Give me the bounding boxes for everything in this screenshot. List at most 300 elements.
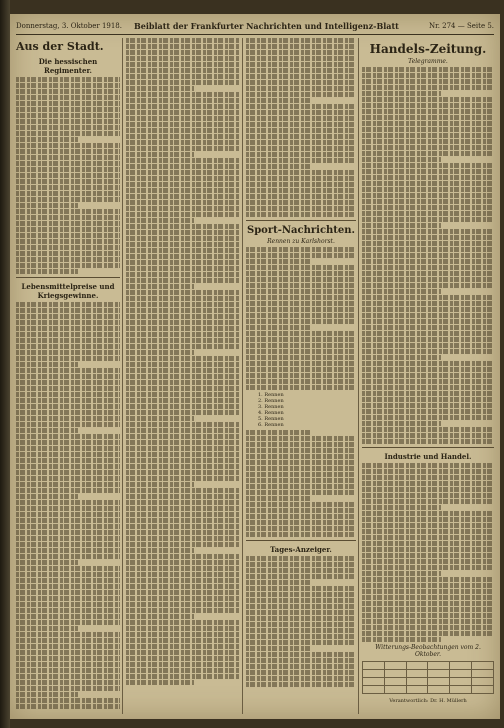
text-line (126, 560, 240, 565)
text-line (362, 157, 441, 162)
text-line (126, 284, 194, 289)
text-line (126, 92, 240, 97)
text-line (246, 50, 356, 55)
text-line (126, 218, 194, 223)
text-line (16, 125, 120, 130)
text-line (16, 173, 120, 178)
text-line (362, 73, 494, 78)
text-line (126, 440, 240, 445)
text-line (16, 446, 120, 451)
text-line (16, 209, 120, 214)
text-line (16, 398, 120, 403)
text-line (16, 179, 120, 184)
article-headline: Die hessischen Regimenter. (38, 57, 98, 75)
text-line (246, 616, 356, 621)
text-line (126, 56, 240, 61)
text-line (126, 158, 240, 163)
text-line (362, 139, 494, 144)
text-line (246, 598, 356, 603)
text-line (362, 91, 441, 96)
text-line (362, 247, 494, 252)
text-line (362, 517, 494, 522)
text-line (362, 163, 494, 168)
text-line (126, 290, 240, 295)
page-header (16, 18, 494, 35)
text-line (246, 313, 356, 318)
text-line (126, 122, 240, 127)
text-line (246, 38, 356, 43)
text-line (16, 392, 120, 397)
text-line (246, 62, 356, 67)
text-line (362, 199, 494, 204)
section-title-city: Aus der Stadt. (16, 40, 104, 53)
text-line (246, 664, 356, 669)
text-line (126, 152, 194, 157)
text-line (246, 508, 356, 513)
text-line (246, 319, 356, 324)
text-line (126, 620, 240, 625)
masthead: Beiblatt der Frankfurter Nachrichten und Intelligenz-Blatt (134, 21, 399, 31)
text-line (126, 458, 240, 463)
text-line (362, 217, 494, 222)
text-line (16, 137, 78, 142)
text-line (362, 79, 494, 84)
text-line (126, 506, 240, 511)
text-line (126, 74, 240, 79)
text-line (126, 476, 240, 481)
text-line (246, 325, 312, 330)
text-line (362, 391, 494, 396)
text-line (126, 320, 240, 325)
text-line (246, 331, 356, 336)
weather-table (362, 661, 494, 694)
text-line (246, 134, 356, 139)
text-line (16, 203, 78, 208)
text-line (362, 313, 494, 318)
text-line (362, 373, 494, 378)
text-line (126, 212, 240, 217)
text-line (362, 349, 494, 354)
text-line (16, 167, 120, 172)
text-line (362, 295, 494, 300)
text-line (362, 385, 494, 390)
text-line (16, 338, 120, 343)
text-line (126, 578, 240, 583)
text-line (246, 640, 356, 645)
text-line (246, 454, 356, 459)
text-line (246, 634, 356, 639)
text-line (362, 223, 441, 228)
text-line (362, 439, 494, 444)
text-line (362, 595, 494, 600)
text-line (126, 374, 240, 379)
text-line (16, 308, 120, 313)
text-line (16, 422, 120, 427)
text-line (246, 562, 356, 567)
text-line (126, 296, 240, 301)
text-line (126, 302, 240, 307)
text-line (16, 161, 120, 166)
text-line (126, 470, 240, 475)
text-line (246, 247, 356, 252)
text-line (246, 194, 356, 199)
text-line (362, 151, 494, 156)
text-line (126, 422, 240, 427)
text-line (362, 481, 494, 486)
text-line (126, 662, 240, 667)
text-line (246, 484, 356, 489)
section-title-commerce: Handels-Zeitung. (369, 42, 487, 56)
text-line (16, 530, 120, 535)
text-line (246, 676, 356, 681)
text-line (126, 380, 240, 385)
text-line (16, 221, 120, 226)
text-line (362, 403, 494, 408)
text-line (16, 344, 120, 349)
text-line (16, 302, 120, 307)
text-line (126, 362, 240, 367)
text-line (126, 116, 240, 121)
text-line (16, 584, 120, 589)
text-line (126, 38, 240, 43)
text-line (246, 212, 356, 217)
text-line (126, 596, 240, 601)
text-line (362, 601, 494, 606)
issue-number: Nr. 274 — Seite 5. (429, 22, 494, 30)
text-line (126, 128, 240, 133)
text-line (246, 283, 356, 288)
text-line (362, 469, 494, 474)
text-line (126, 656, 240, 661)
text-line (362, 565, 494, 570)
text-line (16, 578, 120, 583)
text-line (126, 188, 240, 193)
text-line (126, 308, 240, 313)
text-line (16, 77, 120, 82)
text-line (362, 289, 441, 294)
text-line (16, 350, 120, 355)
text-line (126, 614, 194, 619)
text-line (246, 355, 356, 360)
text-line (126, 356, 240, 361)
text-line (246, 200, 356, 205)
text-line (246, 164, 312, 169)
text-line (16, 668, 120, 673)
text-line (246, 265, 356, 270)
text-line (246, 379, 356, 384)
text-line (16, 560, 78, 565)
industry-headline: Industrie und Handel. (384, 452, 472, 461)
text-line (246, 556, 356, 561)
text-line (16, 464, 120, 469)
text-line (16, 608, 120, 613)
text-line (16, 656, 120, 661)
text-line (362, 427, 494, 432)
commerce-subtitle: Telegramme. (408, 58, 448, 65)
text-line (126, 146, 240, 151)
text-line (126, 554, 240, 559)
text-line (246, 652, 356, 657)
text-line (362, 229, 494, 234)
text-line (246, 586, 356, 591)
text-line (16, 227, 120, 232)
text-line (16, 626, 78, 631)
text-line (246, 259, 312, 264)
text-line (362, 433, 494, 438)
text-line (16, 404, 120, 409)
text-line (246, 80, 356, 85)
text-line (16, 686, 120, 691)
text-line (362, 583, 494, 588)
text-line (126, 266, 240, 271)
text-line (246, 104, 356, 109)
text-line (246, 502, 356, 507)
text-line (126, 494, 240, 499)
text-line (126, 566, 240, 571)
text-line (16, 113, 120, 118)
text-line (246, 301, 356, 306)
text-line (16, 614, 120, 619)
text-line (362, 103, 494, 108)
text-line (126, 176, 240, 181)
text-line (246, 170, 356, 175)
text-line (246, 490, 356, 495)
text-line (16, 185, 120, 190)
text-line (16, 89, 120, 94)
column-rule (358, 38, 359, 714)
text-line (362, 133, 494, 138)
text-line (362, 379, 494, 384)
text-line (246, 152, 356, 157)
text-line (246, 176, 356, 181)
text-line (246, 520, 356, 525)
text-line (362, 415, 494, 420)
text-line (126, 350, 194, 355)
text-line (246, 628, 356, 633)
article-headline: Lebensmittelpreise und Kriegsgewinne. (21, 282, 115, 300)
column-sport (246, 38, 356, 688)
text-line (126, 170, 240, 175)
book-spine (0, 0, 10, 728)
text-line (16, 95, 120, 100)
text-line (246, 442, 356, 447)
text-line (246, 98, 312, 103)
text-line (362, 361, 494, 366)
text-line (362, 631, 494, 636)
text-line (126, 68, 240, 73)
text-line (16, 263, 120, 268)
column-continued-news (126, 38, 240, 686)
text-line (246, 68, 356, 73)
text-line (246, 349, 356, 354)
text-line (246, 146, 356, 151)
text-line (126, 254, 240, 259)
text-line (126, 206, 240, 211)
text-line (362, 331, 494, 336)
text-line (16, 251, 120, 256)
text-line (362, 181, 494, 186)
section-title-tages: Tages-Anzeiger. (270, 545, 332, 554)
text-line (362, 121, 494, 126)
text-line (362, 499, 494, 504)
text-line (362, 547, 494, 552)
text-line (126, 50, 240, 55)
text-line (16, 362, 78, 367)
text-line (126, 608, 240, 613)
text-line (16, 458, 120, 463)
text-line (362, 277, 494, 282)
section-title-sport: Sport-Nachrichten. (246, 225, 356, 236)
text-line (16, 476, 120, 481)
text-line (126, 584, 240, 589)
editor-footer: Verantwortlich: Dr. H. Müllerh (389, 698, 467, 704)
text-line (126, 62, 240, 67)
text-line (362, 493, 494, 498)
text-line (16, 518, 120, 523)
text-line (16, 245, 120, 250)
text-line (246, 44, 356, 49)
text-line (16, 590, 120, 595)
text-line (362, 559, 494, 564)
text-line (246, 307, 356, 312)
text-line (16, 326, 120, 331)
text-line (362, 175, 494, 180)
text-line (362, 97, 494, 102)
text-line (362, 355, 441, 360)
text-line (126, 278, 240, 283)
text-line (126, 650, 240, 655)
race-list: 1. Rennen 2. Rennen 3. Rennen 4. Rennen 5. Rennen 6. Rennen (258, 392, 284, 428)
text-line (16, 320, 120, 325)
text-line (246, 253, 356, 258)
text-line (16, 698, 120, 703)
text-line (16, 482, 120, 487)
text-line (246, 460, 356, 465)
text-line (362, 211, 494, 216)
text-line (246, 478, 356, 483)
text-line (362, 535, 494, 540)
text-line (362, 589, 494, 594)
text-line (126, 404, 240, 409)
text-line (126, 410, 240, 415)
text-line (16, 374, 120, 379)
text-line (126, 632, 240, 637)
text-line (126, 260, 240, 265)
text-line (362, 109, 494, 114)
text-line (246, 430, 312, 435)
text-line (246, 361, 356, 366)
text-line (126, 392, 240, 397)
text-line (16, 83, 120, 88)
text-line (126, 572, 240, 577)
text-line (126, 326, 240, 331)
text-line (126, 110, 240, 115)
text-line (246, 568, 356, 573)
text-line (246, 289, 356, 294)
newspaper-page (10, 14, 500, 719)
text-line (126, 482, 194, 487)
text-line (126, 230, 240, 235)
text-line (362, 319, 494, 324)
text-line (246, 682, 356, 687)
text-line (16, 428, 78, 433)
text-line (16, 596, 120, 601)
text-line (16, 494, 78, 499)
text-line (16, 380, 120, 385)
text-line (362, 271, 494, 276)
text-line (126, 464, 240, 469)
text-line (126, 416, 194, 421)
text-line (126, 452, 240, 457)
text-line (246, 466, 356, 471)
text-line (126, 248, 240, 253)
text-line (126, 332, 240, 337)
text-line (16, 704, 120, 709)
text-line (246, 385, 356, 390)
text-line (246, 514, 356, 519)
sport-subtitle: Rennen zu Karlshorst. (267, 238, 335, 245)
text-line (126, 236, 240, 241)
text-line (126, 548, 194, 553)
text-line (362, 325, 494, 330)
text-line (246, 295, 356, 300)
text-line (362, 283, 494, 288)
text-line (16, 536, 120, 541)
column-local-news (16, 38, 120, 710)
text-line (16, 416, 120, 421)
text-line (16, 512, 120, 517)
text-line (126, 428, 240, 433)
text-line (16, 632, 120, 637)
text-line (362, 577, 494, 582)
text-line (16, 107, 120, 112)
text-line (246, 670, 356, 675)
text-line (16, 620, 120, 625)
text-line (362, 241, 494, 246)
text-line (362, 505, 441, 510)
text-line (362, 541, 494, 546)
column-rule (122, 38, 123, 714)
text-line (16, 500, 120, 505)
text-line (246, 56, 356, 61)
text-line (362, 235, 494, 240)
column-commerce (362, 38, 494, 704)
text-line (362, 613, 494, 618)
text-line (126, 242, 240, 247)
text-line (246, 277, 356, 282)
text-line (126, 668, 240, 673)
text-line (16, 554, 120, 559)
text-line (246, 448, 356, 453)
text-line (16, 488, 120, 493)
text-line (362, 85, 494, 90)
text-line (16, 680, 120, 685)
text-line (362, 475, 494, 480)
text-line (246, 92, 356, 97)
text-line (126, 530, 240, 535)
text-line (126, 518, 240, 523)
column-rule (242, 38, 243, 714)
text-line (126, 626, 240, 631)
text-line (16, 131, 120, 136)
weather-table-title: Witterungs-Beobachtungen vom 2. Oktober. (375, 644, 481, 658)
text-line (362, 487, 494, 492)
text-line (362, 343, 494, 348)
issue-date: Donnerstag, 3. Oktober 1918. (16, 22, 122, 30)
text-line (126, 638, 240, 643)
text-line (362, 193, 494, 198)
text-line (362, 337, 494, 342)
